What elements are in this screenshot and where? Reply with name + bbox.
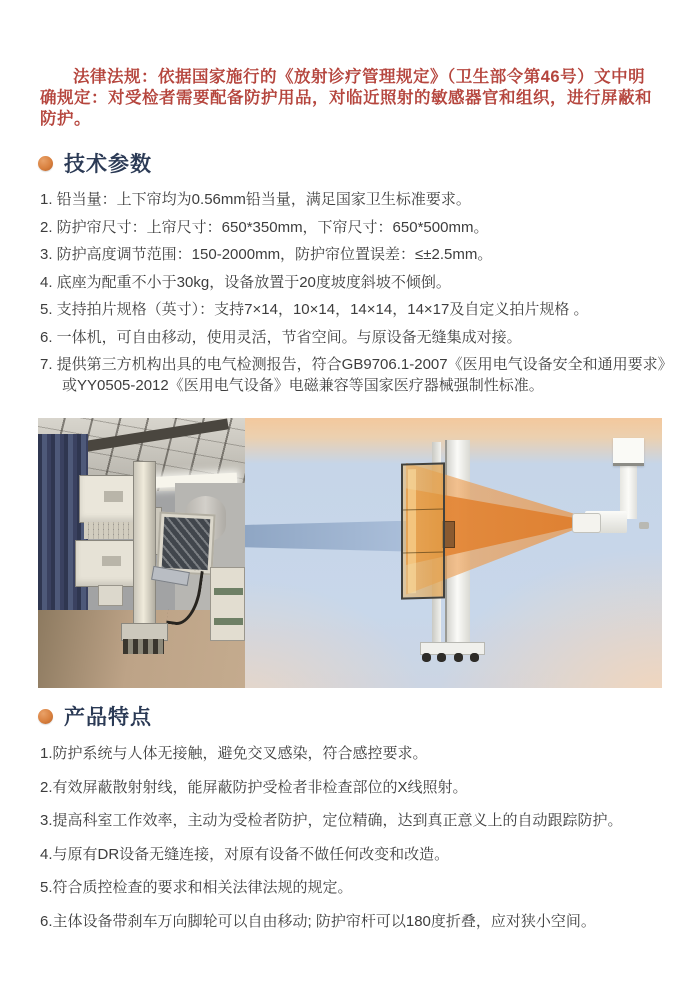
tech-params-list <box>40 189 666 403</box>
photo-base-wheels <box>123 639 164 654</box>
photo-cabinet-label <box>104 491 123 502</box>
product-figure <box>38 418 662 688</box>
section-bullet-icon <box>38 156 53 171</box>
render-panel-frame-line <box>403 551 443 553</box>
photo-monitor-screen <box>162 516 210 569</box>
feature-item: 1.防护系统与人体无接触，避免交叉感染，符合感控要求。 <box>40 745 428 762</box>
feature-item: 5.符合质控检查的要求和相关法律法规的规定。 <box>40 879 353 896</box>
features-list <box>40 744 666 945</box>
render-incoming-beam <box>245 521 412 552</box>
feature-item: 3.提高科室工作效率，主动为受检者防护，定位精确，达到真正意义上的自动跟踪防护。 <box>40 812 623 829</box>
photo-monitor <box>156 511 215 575</box>
photo-cart-shelf <box>214 588 243 595</box>
features-title: 产品特点 <box>64 706 152 729</box>
photo-protection-column <box>133 461 156 628</box>
photo-cart-shelf <box>214 618 243 625</box>
photo-side-cart <box>210 567 245 642</box>
render-panel-highlight <box>408 469 416 594</box>
render-caster-wheel <box>437 653 446 662</box>
render-tube-detail <box>639 522 649 529</box>
photo-cabinet-leg <box>98 585 123 606</box>
legal-notice-text: 法律法规：依据国家施行的《放射诊疗管理规定》（卫生部令第46号）文中明确规定：对受检者需要配备防护用品，对临近照射的敏感器官和组织，进行屏蔽和防护。 <box>40 67 652 128</box>
tech-param-item: 2. 防护帘尺寸：上帘尺寸：650*350mm，下帘尺寸：650*500mm。 <box>40 218 489 236</box>
render-xray-tube-head <box>572 513 601 534</box>
tech-param-item: 1. 铅当量：上下帘均为0.56mm铅当量，满足国家卫生标准要求。 <box>40 191 471 208</box>
render-caster-wheel <box>454 653 463 662</box>
tech-param-item: 6. 一体机，可自由移动，使用灵活，节省空间。与原设备无缝集成对接。 <box>40 328 522 346</box>
photo-lattice-shelf <box>84 522 138 540</box>
tech-param-item: 7. 提供第三方机构出具的电气检测报告，符合GB9706.1-2007《医用电气设备安全和通用要求》或YY0505-2012《医用电气设备》电磁兼容等国家医疗器械强制性标准。 <box>40 356 666 394</box>
tech-param-item: 3. 防护高度调节范围：150-2000mm，防护帘位置误差：≤±2.5mm。 <box>40 246 493 263</box>
feature-item: 6.主体设备带刹车万向脚轮可以自由移动; 防护帘杆可以180度折叠，应对狭小空间。 <box>40 912 596 930</box>
features-section-header <box>38 701 152 731</box>
render-panel-frame-line <box>403 508 443 510</box>
tech-params-title: 技术参数 <box>64 153 152 176</box>
render-caster-wheel <box>422 653 431 662</box>
tech-params-section-header <box>38 148 152 178</box>
xray-protection-beam-render <box>245 418 662 688</box>
feature-item: 2.有效屏蔽散射射线，能屏蔽防护受检者非检查部位的X线照射。 <box>40 778 468 796</box>
xray-room-photo <box>38 418 245 688</box>
render-caster-wheel <box>470 653 479 662</box>
feature-item: 4.与原有DR设备无缝连接，对原有设备不做任何改变和改造。 <box>40 845 450 863</box>
photo-cabinet-label <box>102 556 121 567</box>
render-protective-panel <box>401 462 445 599</box>
section-bullet-icon <box>38 709 53 724</box>
photo-blue-curtain <box>38 434 88 631</box>
tech-param-item: 4. 底座为配重不小于30kg，设备放置于20度坡度斜坡不倾倒。 <box>40 273 451 291</box>
tech-param-item: 5. 支持拍片规格（英寸）：支持7×14，10×14，14×14，14×17及自定义拍片规格 。 <box>40 301 589 318</box>
render-tube-column-cap <box>613 438 644 465</box>
